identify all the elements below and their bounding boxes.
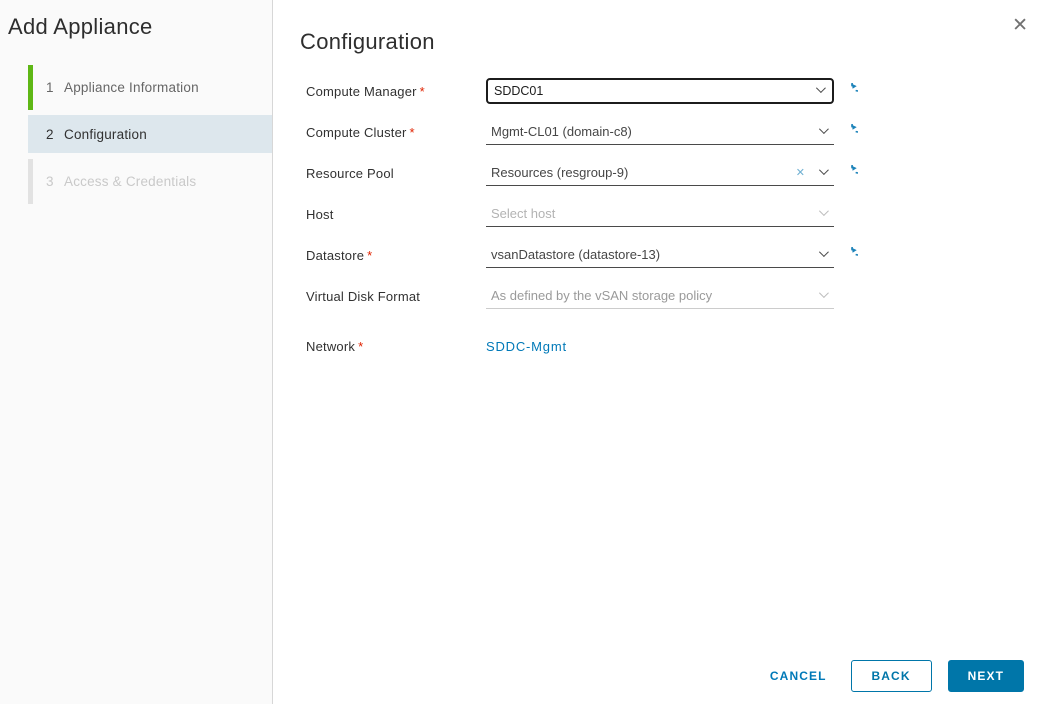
network-link[interactable]: SDDC-Mgmt: [486, 338, 567, 354]
resource-pool-value: Resources (resgroup-9): [491, 165, 629, 180]
datastore-select[interactable]: [486, 242, 834, 268]
required-asterisk: *: [409, 124, 415, 140]
close-icon[interactable]: ✕: [1012, 15, 1028, 36]
chevron-down-icon: [819, 206, 829, 216]
datastore-value: vsanDatastore (datastore-13): [491, 247, 661, 262]
network-label: Network *: [306, 338, 364, 354]
step-label: Configuration: [64, 127, 147, 142]
page-title: Configuration: [300, 28, 435, 54]
required-asterisk: *: [419, 83, 425, 99]
chevron-down-icon: [819, 124, 829, 134]
chevron-down-icon: [819, 288, 829, 298]
compute-cluster-row: [306, 119, 858, 145]
chevron-down-icon: [819, 165, 829, 175]
step-configuration[interactable]: [28, 111, 272, 158]
compute-manager-select[interactable]: [486, 78, 834, 104]
cancel-button[interactable]: CANCEL: [762, 660, 835, 692]
required-asterisk: *: [367, 247, 373, 263]
step-appliance-information[interactable]: [28, 64, 272, 111]
virtual-disk-format-label: Virtual Disk Format: [306, 288, 421, 304]
step-label: Appliance Information: [64, 80, 199, 95]
wizard-steps: [28, 64, 272, 205]
chevron-down-icon: [816, 83, 826, 93]
network-row: [306, 333, 858, 359]
step-complete-bar: [28, 65, 33, 110]
compute-cluster-label: Compute Cluster *: [306, 124, 415, 140]
resource-pool-label: Resource Pool: [306, 165, 394, 181]
datastore-label: Datastore *: [306, 247, 373, 263]
wizard-footer: [762, 660, 1024, 692]
host-label: Host: [306, 206, 334, 222]
step-number: 2: [46, 127, 54, 142]
wizard-sidebar: [0, 0, 273, 704]
network-control: [486, 333, 834, 359]
chevron-down-icon: [819, 247, 829, 257]
wizard-title: Add Appliance: [8, 14, 153, 39]
virtual-disk-format-value: As defined by the vSAN storage policy: [491, 288, 713, 303]
compute-manager-row: [306, 78, 858, 104]
clear-icon[interactable]: ✕: [795, 167, 805, 179]
refresh-icon[interactable]: [841, 247, 858, 264]
compute-cluster-select[interactable]: [486, 119, 834, 145]
virtual-disk-format-select: [486, 283, 834, 309]
step-label: Access & Credentials: [64, 174, 197, 189]
host-row: [306, 201, 858, 227]
compute-cluster-value: Mgmt-CL01 (domain-c8): [491, 124, 632, 139]
configuration-form: [306, 78, 858, 374]
step-upcoming-bar: [28, 159, 33, 204]
virtual-disk-format-row: [306, 283, 858, 309]
required-asterisk: *: [358, 338, 364, 354]
resource-pool-select[interactable]: [486, 160, 834, 186]
host-select[interactable]: [486, 201, 834, 227]
compute-manager-label: Compute Manager *: [306, 83, 425, 99]
wizard-content: [273, 0, 1044, 704]
step-access-credentials: [28, 158, 272, 205]
refresh-icon[interactable]: [841, 165, 858, 182]
step-number: 1: [46, 80, 54, 95]
back-button[interactable]: BACK: [851, 660, 932, 692]
resource-pool-row: [306, 160, 858, 186]
datastore-row: [306, 242, 858, 268]
refresh-icon[interactable]: [841, 83, 858, 100]
refresh-icon[interactable]: [841, 124, 858, 141]
step-number: 3: [46, 174, 54, 189]
next-button[interactable]: NEXT: [948, 660, 1024, 692]
compute-manager-value: SDDC01: [494, 84, 544, 98]
host-placeholder: Select host: [491, 206, 556, 221]
